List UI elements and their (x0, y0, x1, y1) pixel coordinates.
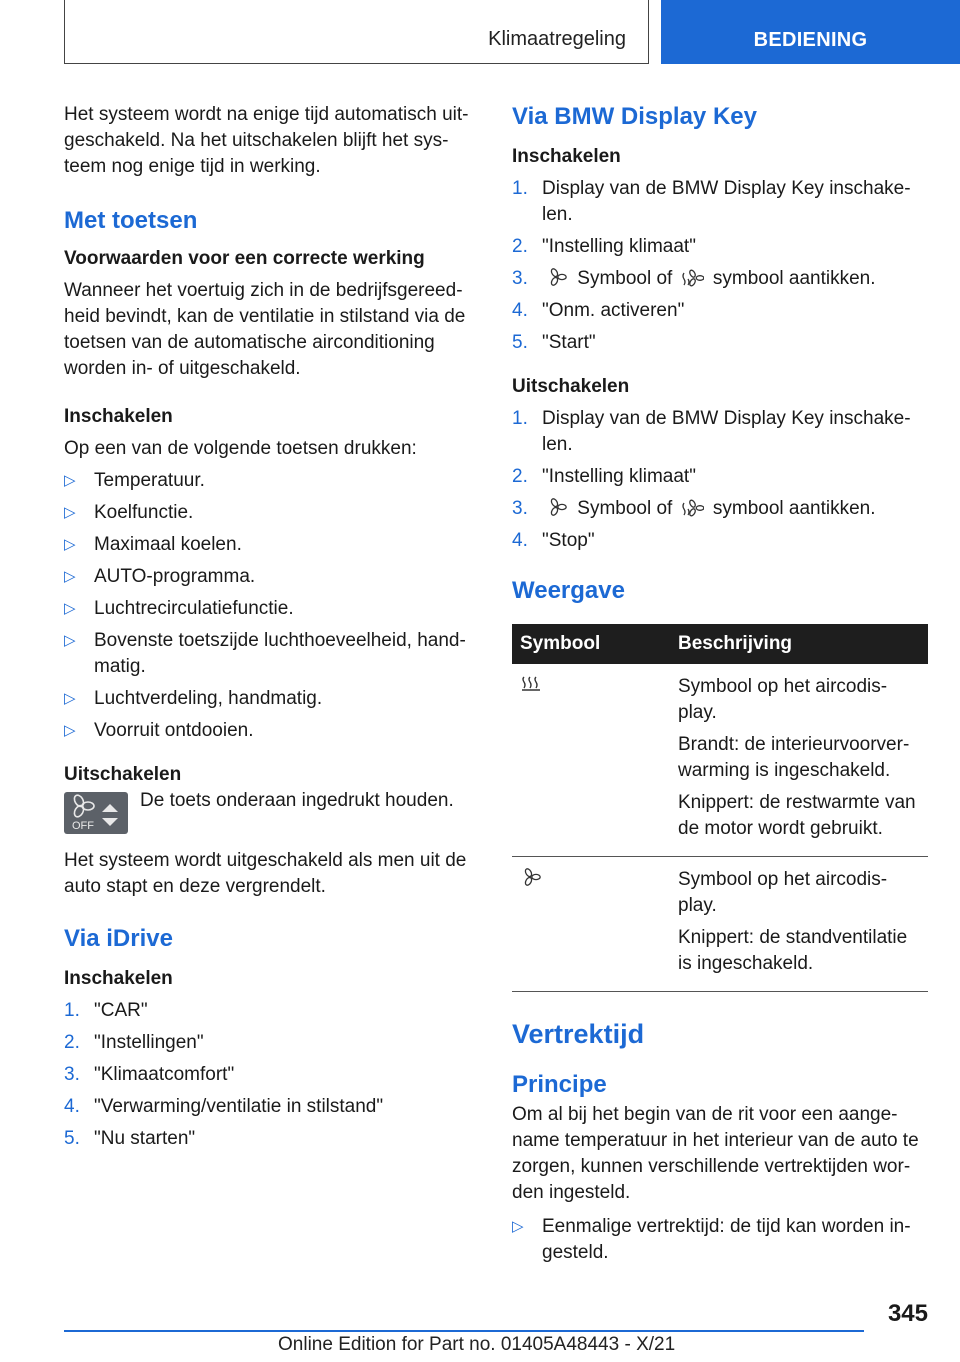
list-item: ▷ Koelfunctie. (64, 500, 476, 526)
heading-inschakelen-toetsen: Inschakelen (64, 406, 173, 427)
heading-vertrektijd: Vertrektijd (512, 1019, 645, 1049)
footer-edition: Online Edition for Part no. 01405A48443 - X/21 (278, 1334, 676, 1355)
triangle-bullet-icon: ▷ (64, 504, 76, 521)
heating-fan-icon (682, 267, 704, 287)
table-header-symbol: Symbool (512, 624, 670, 664)
list-item: ▷ Eenmalige vertrektijd: de tijd kan worden in-gesteld. (512, 1216, 911, 1263)
list-item: 3. Symbool of symbool aantikken. (512, 498, 876, 519)
toetsen-list (64, 468, 476, 744)
list-item: 5. "Start" (512, 332, 596, 353)
list-item: 3. "Klimaatcomfort" (64, 1064, 235, 1085)
triangle-bullet-icon: ▷ (64, 536, 76, 553)
heading-met-toetsen: Met toetsen (64, 207, 198, 234)
heading-uitschakelen-toetsen: Uitschakelen (64, 764, 182, 785)
triangle-bullet-icon: ▷ (64, 568, 76, 585)
triangle-bullet-icon: ▷ (64, 722, 76, 739)
triangle-bullet-icon: ▷ (64, 600, 76, 617)
symbol-table (512, 624, 928, 992)
triangle-bullet-icon: ▷ (512, 1218, 524, 1235)
list-item: 1. "CAR" (64, 1000, 148, 1021)
table-row (512, 857, 928, 992)
list-item: ▷ Voorruit ontdooien. (64, 718, 476, 744)
table-cell-symbol (512, 857, 670, 992)
list-item: 2. "Instellingen" (64, 1032, 204, 1053)
page-number: 345 (887, 1300, 928, 1327)
list-item: ▷ Temperatuur. (64, 468, 476, 494)
list-item: ▷ Bovenste toetszijde luchthoeveelheid, hand-matig. (64, 630, 466, 677)
intro-paragraph: Het systeem wordt na enige tijd automatisch uit-geschakeld. Na het uitschakelen blijft het sys-teem nog enige tijd in werking. (64, 104, 469, 177)
heading-uitschakelen-displaykey: Uitschakelen (512, 376, 630, 397)
footer-divider (64, 1330, 864, 1332)
list-item: 1. Display van de BMW Display Key inschake-len. (512, 178, 911, 225)
heading-via-display-key: Via BMW Display Key (512, 103, 757, 130)
left-column (64, 102, 476, 1158)
displaykey-off-steps (512, 406, 928, 554)
table-header-description: Beschrijving (670, 624, 928, 664)
vertrek-list (512, 1214, 928, 1266)
uitschakelen-toetsen-text: De toets onderaan ingedrukt houden. (140, 790, 454, 811)
heading-via-idrive: Via iDrive (64, 925, 173, 952)
header-chapter-label: BEDIENING (753, 29, 868, 51)
uitschakelen-after-text: Het systeem wordt uitgeschakeld als men uit de auto stapt en deze vergrendelt. (64, 850, 467, 897)
list-item: 4. "Verwarming/ventilatie in stilstand" (64, 1096, 384, 1117)
heating-fan-icon (682, 497, 704, 517)
list-item: ▷ AUTO-programma. (64, 564, 476, 590)
list-item: 2. "Instelling klimaat" (512, 236, 696, 257)
list-item: ▷ Luchtrecirculatiefunctie. (64, 596, 476, 622)
uitschakelen-toetsen-row (64, 792, 476, 834)
header-chapter-tab (661, 0, 960, 64)
table-cell-description: Symbool op het aircodis-play. Brandt: de interieurvoorver-warming is ingeschakeld. Knippert: de restwarmte van de motor wordt gebruikt. (670, 664, 928, 857)
heading-inschakelen-idrive: Inschakelen (64, 968, 173, 989)
table-cell-symbol (512, 664, 670, 857)
heading-principe: Principe (512, 1071, 607, 1098)
right-column (512, 102, 928, 1272)
list-item: 2. "Instelling klimaat" (512, 466, 696, 487)
list-item: 4. "Onm. activeren" (512, 300, 685, 321)
off-key-label: OFF (72, 820, 94, 832)
list-item: 1. Display van de BMW Display Key inschake-len. (512, 408, 911, 455)
triangle-bullet-icon: ▷ (64, 472, 76, 489)
list-item: 3. Symbool of symbool aantikken. (512, 268, 876, 289)
table-cell-description: Symbool op het aircodis-play. Knippert: de standventilatie is ingeschakeld. (670, 857, 928, 992)
voorwaarden-text: Wanneer het voertuig zich in de bedrijfsgereed-heid bevindt, kan de ventilatie in stilstand via de toetsen van de automatische airconditioning worden in- of uitgeschakeld. (64, 280, 466, 379)
fan-off-key-icon (64, 792, 128, 834)
inschakelen-toetsen-text: Op een van de volgende toetsen drukken: (64, 438, 417, 459)
idrive-steps (64, 998, 476, 1152)
fan-icon (546, 497, 568, 517)
table-row (512, 664, 928, 857)
header-section-title: Klimaatregeling (488, 28, 626, 50)
list-item: 5. "Nu starten" (64, 1128, 196, 1149)
heading-voorwaarden: Voorwaarden voor een correcte werking (64, 248, 425, 269)
heading-weergave: Weergave (512, 577, 625, 604)
table-header-row (512, 624, 928, 664)
list-item: ▷ Maximaal koelen. (64, 532, 476, 558)
fan-off-key-graphic (64, 792, 128, 834)
heading-inschakelen-displaykey: Inschakelen (512, 146, 621, 167)
header-frame (64, 0, 649, 64)
list-item: ▷ Luchtverdeling, handmatig. (64, 686, 476, 712)
heat-waves-icon (520, 674, 542, 694)
list-item: 4. "Stop" (512, 530, 595, 551)
fan-icon (546, 267, 568, 287)
principe-text: Om al bij het begin van de rit voor een aange-name temperatuur in het interieur van de auto te zorgen, kunnen verschillende vertrektijden wor-den ingesteld. (512, 1104, 919, 1203)
triangle-bullet-icon: ▷ (64, 690, 76, 707)
displaykey-on-steps (512, 176, 928, 356)
triangle-bullet-icon: ▷ (64, 632, 76, 649)
fan-icon (520, 867, 542, 887)
